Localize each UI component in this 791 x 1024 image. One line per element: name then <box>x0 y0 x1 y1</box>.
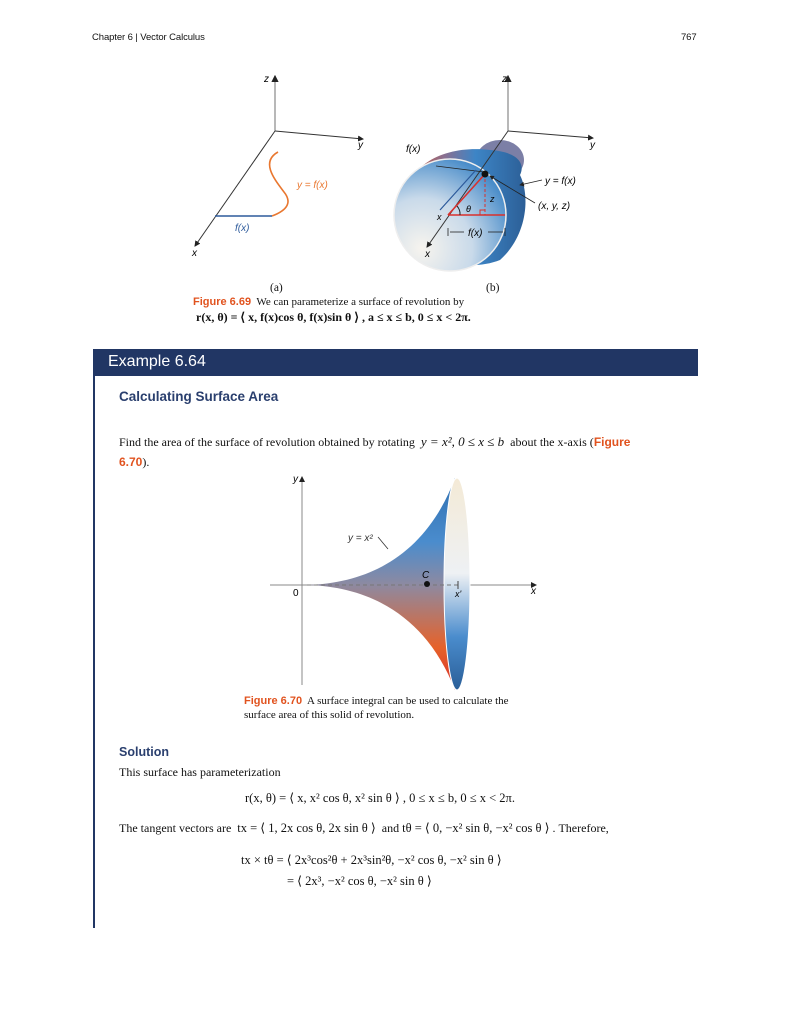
figure-6-70 <box>270 465 560 695</box>
solution-heading: Solution <box>119 745 169 759</box>
axis-y-label-670: y <box>293 474 298 485</box>
figure-6-70-caption <box>244 694 564 722</box>
x-label: x <box>437 212 442 222</box>
z-label: z <box>490 194 495 204</box>
tick-label: x' <box>455 589 462 599</box>
tangent-sentence <box>119 820 609 836</box>
figure-6-69-panel-b <box>380 60 620 275</box>
axis-y-label-b: y <box>590 140 595 151</box>
tangent-ttheta: tθ = ⟨ 0, −x² sin θ, −x² cos θ ⟩ <box>402 821 550 835</box>
cross-product-line1: tx × tθ = ⟨ 2x³cos²θ + 2x³sin²θ, −x² cos θ, −x² sin θ ⟩ <box>241 853 502 867</box>
figure-6-69-panel-a <box>170 60 390 275</box>
figure-6-69-caption-formula: r(x, θ) = ⟨ x, f(x)cos θ, f(x)sin θ ⟩ , a ≤ x ≤ b, 0 ≤ x < 2π. <box>196 310 471 324</box>
param-formula: r(x, θ) = ⟨ x, x² cos θ, x² sin θ ⟩ , 0 ≤ x ≤ b, 0 ≤ x < 2π. <box>245 791 515 805</box>
tangent-tx: tx = ⟨ 1, 2x cos θ, 2x sin θ ⟩ <box>237 821 376 835</box>
figure-6-70-link[interactable]: Figure 6.70 <box>119 435 631 469</box>
solution-intro: This surface has parameterization <box>119 765 281 779</box>
example-left-rule <box>93 376 95 928</box>
axis-y-label: y <box>358 140 363 151</box>
figure-6-69-label: Figure 6.69 <box>193 296 252 308</box>
panel-b-label: (b) <box>486 282 500 294</box>
axis-x-label-670: x <box>531 586 536 597</box>
centroid-label: C <box>422 570 430 581</box>
axis-x-label-b: x <box>425 249 430 260</box>
segment-label: f(x) <box>235 223 250 234</box>
example-heading: Calculating Surface Area <box>119 389 279 404</box>
problem-end: ). <box>142 455 150 469</box>
problem-text: Find the area of the surface of revolution obtained by rotating <box>119 435 415 449</box>
panel-a-label: (a) <box>270 282 283 294</box>
figure-6-69-caption <box>193 295 464 309</box>
base-label: f(x) <box>468 228 483 239</box>
tangent-post: . Therefore, <box>552 821 609 835</box>
radius-label: f(x) <box>406 144 421 155</box>
theta-label: θ <box>466 204 471 214</box>
figure-6-70-caption-line2: surface area of this solid of revolution. <box>244 709 415 721</box>
cross-product-line2: = ⟨ 2x³, −x² cos θ, −x² sin θ ⟩ <box>287 874 432 888</box>
page-number: 767 <box>681 32 697 43</box>
axis-z-label-b: z <box>502 74 507 85</box>
running-header-chapter: Chapter 6 | Vector Calculus <box>92 32 205 43</box>
tangent-pre: The tangent vectors are <box>119 821 232 835</box>
origin-label: 0 <box>293 588 299 599</box>
curve-label: y = f(x) <box>297 180 328 191</box>
figure-6-70-label: Figure 6.70 <box>244 695 303 707</box>
problem-math: y = x², 0 ≤ x ≤ b <box>420 434 505 449</box>
axis-x-label: x <box>192 248 197 259</box>
figure-6-69-caption-text: We can parameterize a surface of revolution by <box>256 296 465 308</box>
curve-label-670: y = x² <box>348 533 373 544</box>
point-label: (x, y, z) <box>538 201 571 212</box>
curve-label-b: y = f(x) <box>545 176 576 187</box>
problem-text-post: about the x-axis ( <box>510 435 594 449</box>
axis-z-label: z <box>264 74 269 85</box>
example-title: Example 6.64 <box>108 353 206 370</box>
figure-6-70-caption-line1: A surface integral can be used to calculate the <box>306 695 509 707</box>
tangent-and: and <box>381 821 400 835</box>
